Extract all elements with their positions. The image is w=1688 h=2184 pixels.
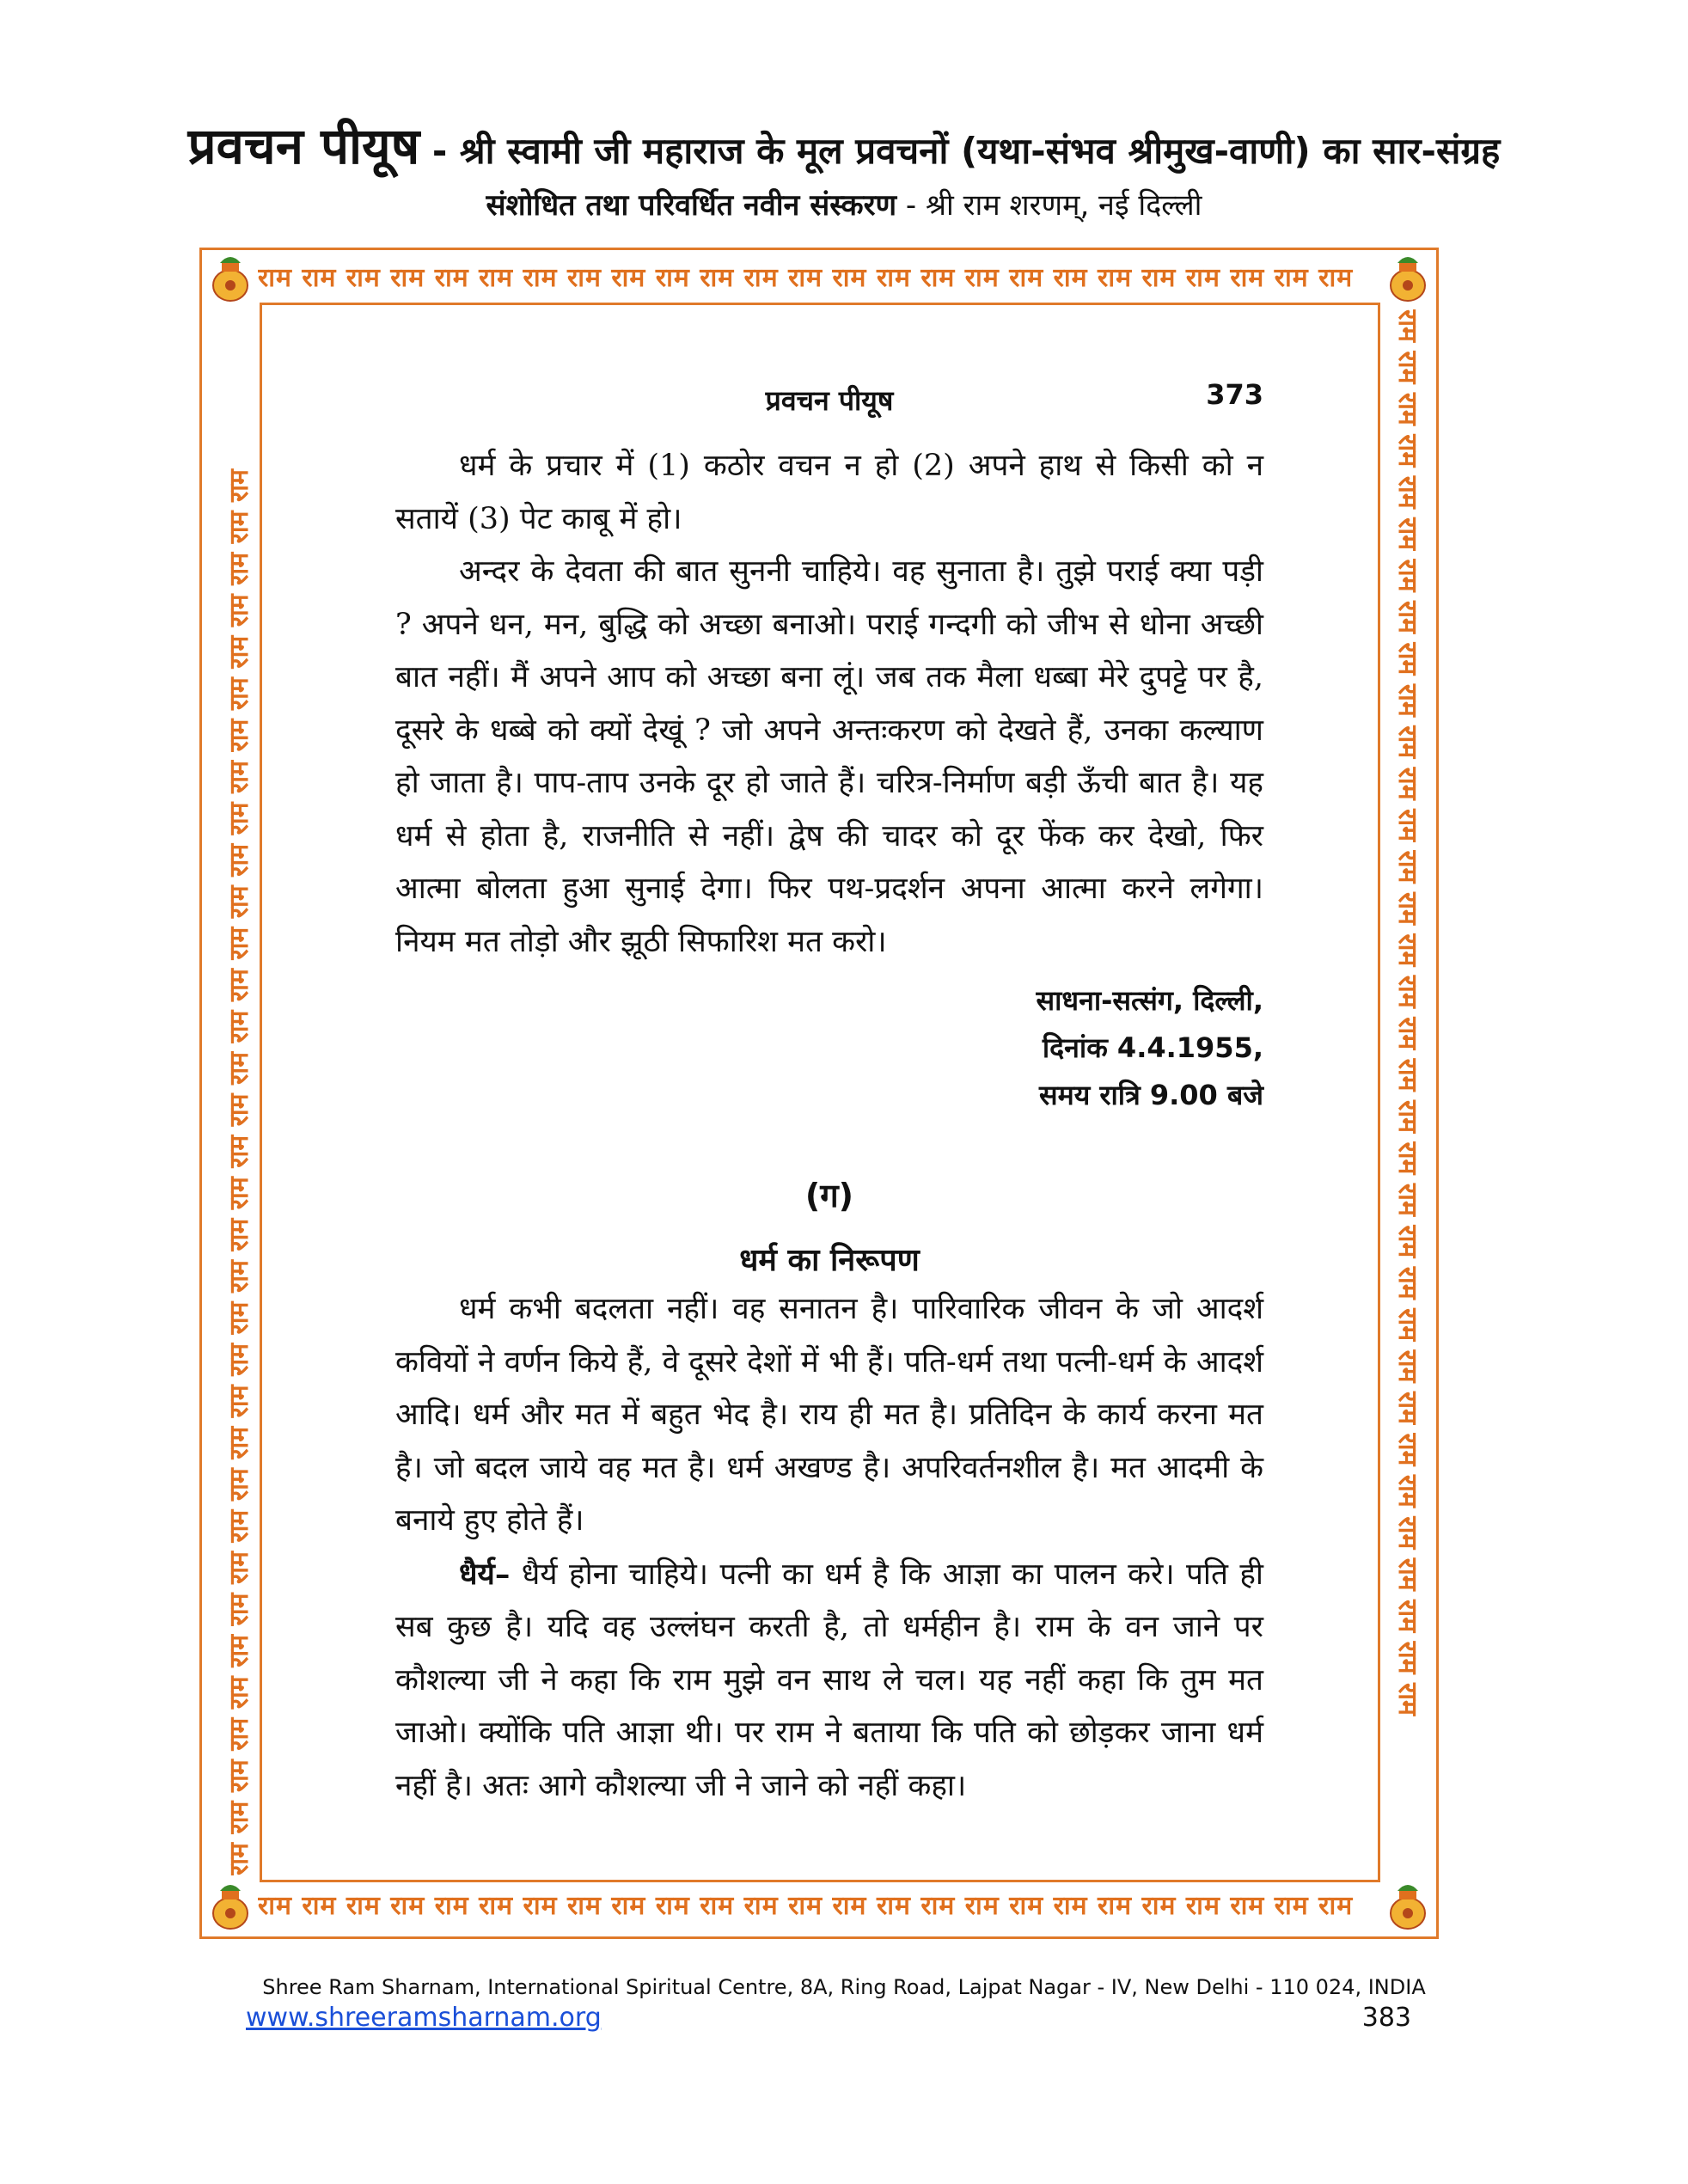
section-title: धर्म का निरूपण bbox=[739, 1243, 920, 1278]
header-line-2 bbox=[0, 184, 1688, 223]
signature-date: दिनांक 4.4.1955, bbox=[1042, 1031, 1263, 1064]
running-title: प्रवचन पीयूष bbox=[765, 384, 894, 417]
paragraph-1: धर्म के प्रचार में (1) कठोर वचन न हो (2) अपने हाथ से किसी को न सतायें (3) पेट काबू में हो। bbox=[395, 449, 1263, 536]
kalash-icon bbox=[1380, 251, 1435, 306]
section-mark: (ग) bbox=[804, 1177, 854, 1214]
header-title: प्रवचन पीयूष bbox=[187, 117, 420, 175]
edition-label: संशोधित तथा परिवर्धित नवीन संस्करण bbox=[486, 188, 897, 223]
paragraph-3: धर्म कभी बदलता नहीं। वह सनातन है। पारिवारिक जीवन के जो आदर्श कवियों ने वर्णन किये हैं, वे दूसरे देशों में भी हैं। पति-धर्म तथा पत्नी-धर्म के आदर्श आदि। धर्म और मत में बहुत भेद है। राय ही मत है। प्रतिदिन के कार्य करना मत है। जो बदल जाये वह मत है। धर्म अखण्ड है। अपरिवर्तनशील है। मत आदमी के बनाये हुए होते हैं। bbox=[395, 1292, 1263, 1538]
kalash-icon bbox=[203, 251, 258, 306]
kalash-icon bbox=[1380, 1879, 1435, 1934]
book-page bbox=[395, 370, 1263, 1813]
border-text-right-label: राम राम राम राम राम राम राम राम राम राम राम राम राम राम राम राम राम राम राम राम राम राम राम राम राम राम राम राम राम राम राम राम राम राम bbox=[1392, 309, 1422, 1716]
signature-place: साधना-सत्संग, दिल्ली, bbox=[1036, 984, 1263, 1017]
publisher-label: - श्री राम शरणम्, नई दिल्ली bbox=[896, 188, 1202, 223]
paragraph-4 bbox=[395, 1548, 1263, 1814]
paragraph-2: अन्दर के देवता की बात सुननी चाहिये। वह सुनाता है। तुझे पराई क्या पड़ी ? अपने धन, मन, बुद्धि को अच्छा बनाओ। पराई गन्दगी को जीभ से धोना अच्छी बात नहीं। मैं अपने आप को अच्छा बना लूं। जब तक मैला धब्बा मेरे दुपट्टे पर है, दूसरे के धब्बे को क्यों देखूं ? जो अपने अन्तःकरण को देखते हैं, उनका कल्याण हो जाता है। पाप-ताप उनके दूर हो जाते हैं। चरित्र-निर्माण बड़ी ऊँची बात है। यह धर्म से होता है, राजनीति से नहीं। द्वेष की चादर को दूर फेंक कर देखो, फिर आत्मा बोलता हुआ सुनाई देगा। फिर पथ-प्रदर्शन अपना आत्मा करने लगेगा। नियम मत तोड़ो और झूठी सिफारिश मत करो। bbox=[395, 554, 1263, 959]
border-text-right bbox=[1387, 309, 1439, 1875]
paragraph-4-lead: धैर्य– bbox=[459, 1556, 511, 1592]
header-line-1 bbox=[0, 110, 1688, 178]
running-header bbox=[395, 370, 1263, 421]
book-page-number: 373 bbox=[1206, 378, 1263, 411]
border-text-bottom: राम राम राम राम राम राम राम राम राम राम राम राम राम राम राम राम राम राम राम राम राम राम राम राम राम bbox=[258, 1891, 1354, 1921]
kalash-icon bbox=[203, 1879, 258, 1934]
header-subtitle: - श्री स्वामी जी महाराज के मूल प्रवचनों (यथा-संभव श्रीमुख-वाणी) का सार-संग्रह bbox=[419, 130, 1501, 172]
border-text-left bbox=[206, 309, 258, 1875]
border-text-left-label: राम राम राम राम राम राम राम राम राम राम राम राम राम राम राम राम राम राम राम राम राम राम राम राम राम राम राम राम राम राम राम राम राम राम bbox=[224, 469, 254, 1875]
pdf-page-number: 383 bbox=[1361, 2003, 1411, 2033]
footer-address: Shree Ram Sharnam, International Spiritual Centre, 8A, Ring Road, Lajpat Nagar - IV, New Delhi - 110 024, INDIA bbox=[262, 1975, 1426, 1999]
paragraph-4-body: धैर्य होना चाहिये। पत्नी का धर्म है कि आज्ञा का पालन करे। पति ही सब कुछ है। यदि वह उल्लंघन करती है, तो धर्महीन है। राम के वन जाने पर कौशल्या जी ने कहा कि राम मुझे वन साथ ले चल। यह नहीं कहा कि तुम मत जाओ। क्योंकि पति आज्ञा थी। पर राम ने बताया कि पति को छोड़कर जाना धर्म नहीं है। अतः आगे कौशल्या जी ने जाने को नहीं कहा। bbox=[395, 1557, 1263, 1803]
website-link[interactable]: www.shreeramsharnam.org bbox=[246, 2003, 602, 2033]
signature-time: समय रात्रि 9.00 बजे bbox=[1038, 1079, 1263, 1111]
border-text-top: राम राम राम राम राम राम राम राम राम राम राम राम राम राम राम राम राम राम राम राम राम राम राम राम राम bbox=[258, 263, 1354, 293]
signature-block bbox=[395, 977, 1263, 1119]
